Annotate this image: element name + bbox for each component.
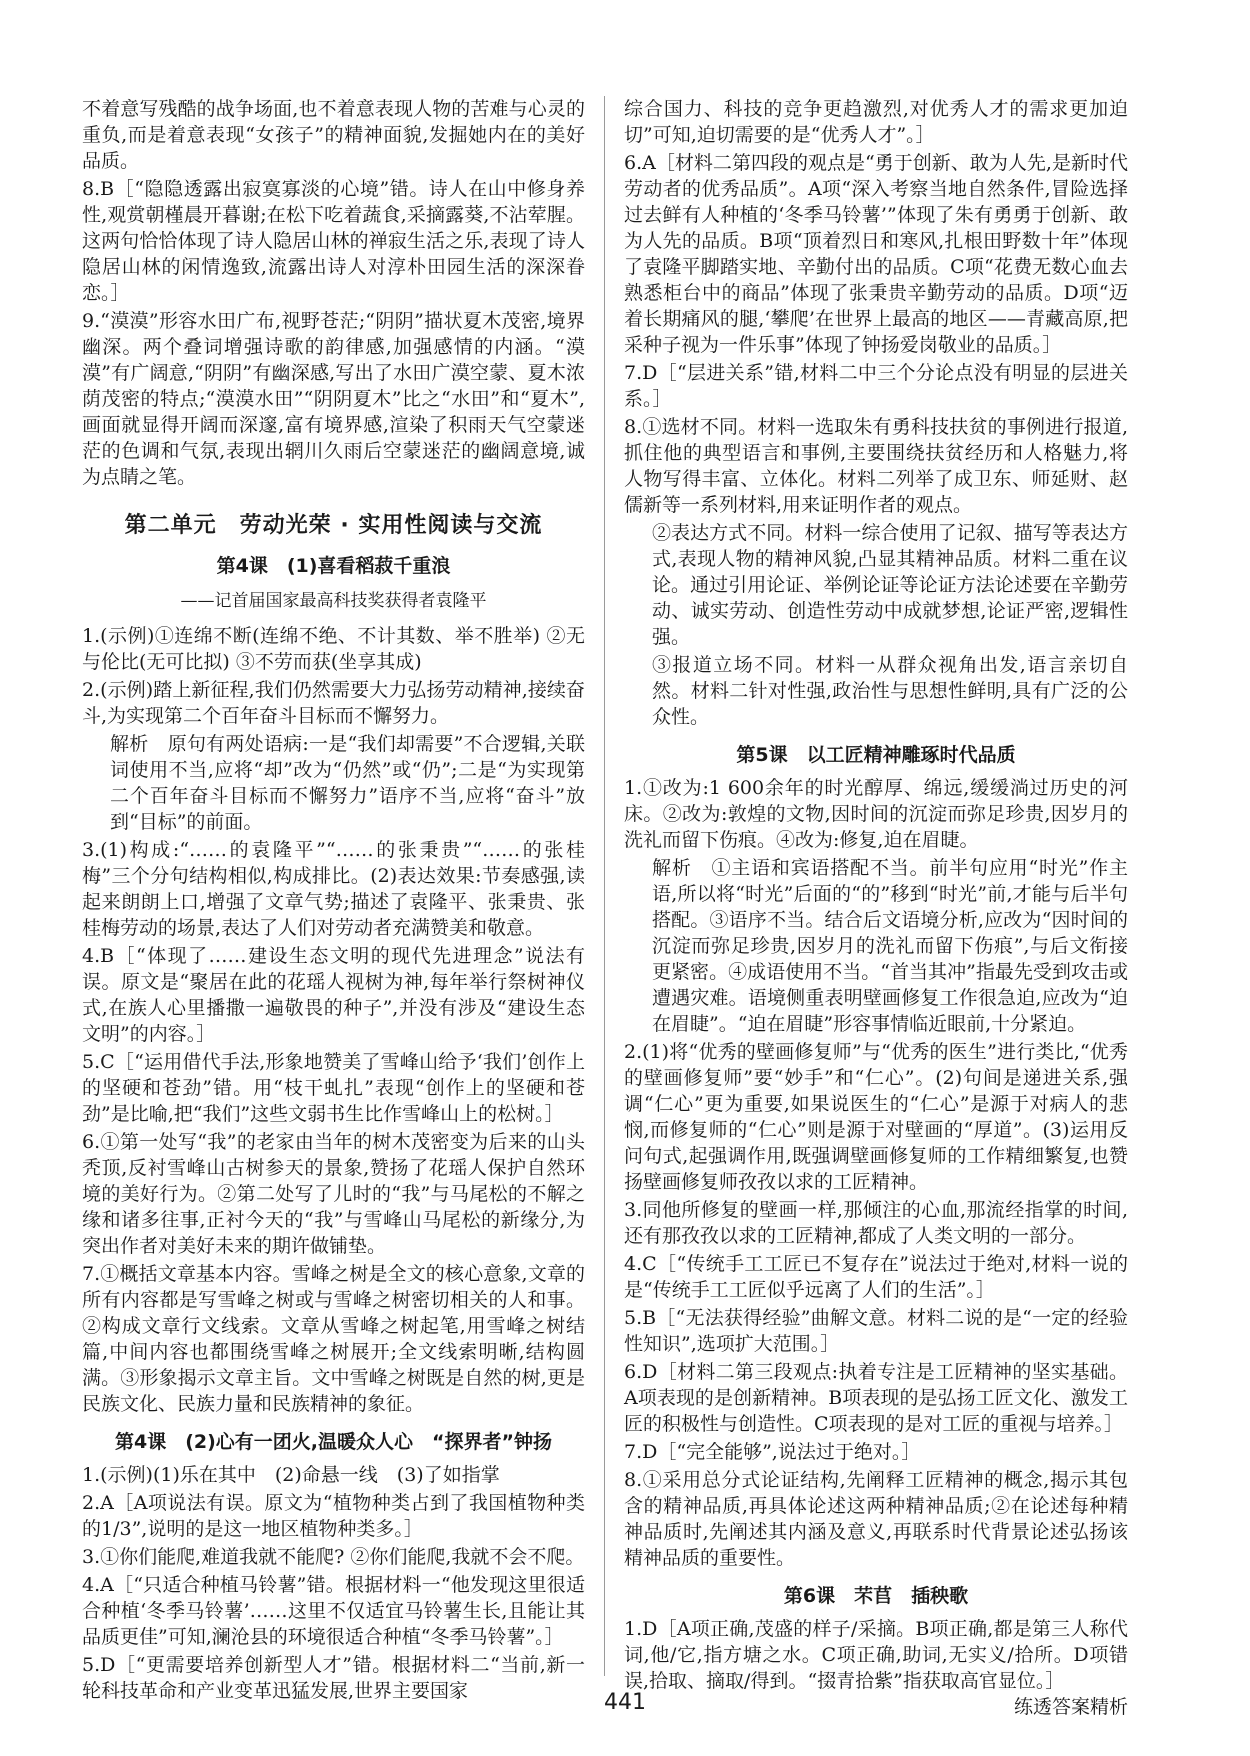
lesson-title: 第6课 芣苢 插秧歌 (783, 1585, 969, 1607)
answer-item: 3.同他所修复的壁画一样,那倾注的心血,那流经指掌的时间,还有那孜孜以求的工匠精神,都成了人类文明的一部分。 (624, 1199, 1128, 1247)
column-divider (604, 96, 605, 1676)
answer-item: ③报道立场不同。材料一从群众视角出发,语言亲切自然。材料二针对性强,政治性与思想性鲜明,具有广泛的公众性。 (652, 654, 1128, 728)
unit-title: 第二单元 劳动光荣 · 实用性阅读与交流 (124, 513, 543, 538)
text-block: 不着意写残酷的战争场面,也不着意表现人物的苦难与心灵的重负,而是着意表现“女孩子”的精神面貌,发掘她内在的美好品质。 (82, 98, 585, 172)
answer-item: 5.B［“无法获得经验”曲解文意。材料二说的是“一定的经验性知识”,选项扩大范围。］ (624, 1307, 1128, 1355)
answer-item: 6.D［材料二第三段观点:执着专注是工匠精神的坚实基础。A项表现的是创新精神。B项表现的是弘扬工匠文化、激发工匠的积极性与创造性。C项表现的是对工匠的重视与培养。］ (624, 1361, 1128, 1435)
lesson-title: 第4课 (2)心有一团火,温暖众人心 “探界者”钟扬 (114, 1431, 552, 1453)
answer-item: 7.①概括文章基本内容。雪峰之树是全文的核心意象,文章的所有内容都是写雪峰之树或与雪峰之树密切相关的人和事。②构成文章行文线索。文章从雪峰之树起笔,用雪峰之树结篇,中间内容也都围绕雪峰之树展开;全文线索明晰,结构圆满。③形象揭示文章主旨。文中雪峰之树既是自然的树,更是民族文化、民族力量和民族精神的象征。 (82, 1263, 585, 1415)
answer-item: 6.A［材料二第四段的观点是“勇于创新、敢为人先,是新时代劳动者的优秀品质”。A项“深入考察当地自然条件,冒险选择过去鲜有人种植的‘冬季马铃薯’”体现了朱有勇勇于创新、敢为人先的品质。B项“顶着烈日和寒风,扎根田野数十年”体现了袁隆平脚踏实地、辛勤付出的品质。C项“花费无数心血去熟悉柜台中的商品”体现了张秉贵辛勤劳动的品质。D项“迈着长期痛风的腿,‘攀爬’在世界上最高的地区——青藏高原,把采种子视为一件乐事”体现了钟扬爱岗敬业的品质。］ (624, 152, 1128, 356)
lesson-title: 第5课 以工匠精神雕琢时代品质 (736, 744, 1016, 766)
answer-item: 2.(1)将“优秀的壁画修复师”与“优秀的医生”进行类比,“优秀的壁画修复师”要“妙手”和“仁心”。(2)句间是递进关系,强调“仁心”更为重要,如果说医生的“仁心”是源于对病人的悲悯,而修复师的“仁心”则是源于对壁画的“厚道”。(3)运用反问句式,起强调作用,既强调壁画修复师的工作精细繁复,也赞扬壁画修复师孜孜以求的工匠精神。 (624, 1041, 1128, 1193)
lesson-subtitle: ——记首届国家最高科技奖获得者袁隆平 (180, 591, 487, 611)
analysis-block: 解析 ①主语和宾语搭配不当。前半句应用“时光”作主语,所以将“时光”后面的“的”移到“时光”前,才能与后半句搭配。③语序不当。结合后文语境分析,应改为“因时间的沉淀而弥足珍贵,因岁月的洗礼而留下伤痕”,与后文衔接更紧密。④成语使用不当。“首当其冲”指最先受到攻击或遭遇灾难。语境侧重表明壁画修复工作很急迫,应改为“迫在眉睫”。“迫在眉睫”形容事情临近眼前,十分紧迫。 (652, 857, 1128, 1035)
answer-item: 2.(示例)踏上新征程,我们仍然需要大力弘扬劳动精神,接续奋斗,为实现第二个百年奋斗目标而不懈努力。 (82, 679, 585, 727)
answer-item: 5.C［“运用借代手法,形象地赞美了雪峰山给予‘我们’创作上的坚硬和苍劲”错。用“枝干虬扎”表现“创作上的坚硬和苍劲”是比喻,把“我们”这些文弱书生比作雪峰山上的松树。］ (82, 1051, 585, 1125)
right-column (624, 96, 1128, 1696)
answer-item: 7.D［“层进关系”错,材料二中三个分论点没有明显的层进关系。］ (624, 362, 1128, 410)
answer-item: 4.A［“只适合种植马铃薯”错。根据材料一“他发现这里很适合种植‘冬季马铃薯’……这里不仅适宜马铃薯生长,且能让其品质更佳”可知,澜沧县的环境很适合种植“冬季马铃薯”。］ (82, 1574, 585, 1648)
answer-item: 8.B［“隐隐透露出寂寞寡淡的心境”错。诗人在山中修身养性,观赏朝槿晨开暮谢;在松下吃着蔬食,采摘露葵,不沾荤腥。这两句恰恰体现了诗人隐居山林的禅寂生活之乐,表现了诗人隐居山林的闲情逸致,流露出诗人对淳朴田园生活的深深眷恋。］ (82, 178, 585, 304)
analysis-block: 解析 原句有两处语病:一是“我们却需要”不合逻辑,关联词使用不当,应将“却”改为“仍然”或“仍”;二是“为实现第二个百年奋斗目标而不懈努力”语序不当,应将“奋斗”放到“目标”的前面。 (110, 733, 585, 833)
answer-item: 5.D［“更需要培养创新型人才”错。根据材料二“当前,新一轮科技革命和产业变革迅猛发展,世界主要国家 (82, 1654, 585, 1702)
text-block: 综合国力、科技的竞争更趋激烈,对优秀人才的需求更加迫切”可知,迫切需要的是“优秀人才”。］ (624, 98, 1128, 146)
footer-label: 练透答案精析 (1013, 1696, 1128, 1718)
answer-item: 1.(示例)(1)乐在其中 (2)命悬一线 (3)了如指掌 (82, 1464, 500, 1486)
answer-item: 9.“漠漠”形容水田广布,视野苍茫;“阴阴”描状夏木茂密,境界幽深。两个叠词增强诗歌的韵律感,加强感情的内涵。“漠漠”有广阔意,“阴阴”有幽深感,写出了水田广漠空蒙、夏木浓荫茂密的特点;“漠漠水田”“阴阴夏木”比之“水田”和“夏木”,画面就显得开阔而深邃,富有境界感,渲染了积雨天气空蒙迷茫的色调和气氛,表现出辋川久雨后空蒙迷茫的幽阔意境,诚为点睛之笔。 (82, 310, 585, 488)
answer-item: 2.A［A项说法有误。原文为“植物种类占到了我国植物种类的1/3”,说明的是这一地区植物种类多。］ (82, 1492, 585, 1540)
answer-item: 1.(示例)①连绵不断(连绵不绝、不计其数、举不胜举) ②无与伦比(无可比拟) ③不劳而获(坐享其成) (82, 625, 585, 673)
page-number: 441 (604, 1690, 646, 1715)
answer-item: 8.①选材不同。材料一选取朱有勇科技扶贫的事例进行报道,抓住他的典型语言和事例,主要围绕扶贫经历和人格魅力,将人物写得丰富、立体化。材料二列举了成卫东、师延财、赵儒新等一系列材料,用来证明作者的观点。 (624, 416, 1128, 516)
answer-item: 1.D［A项正确,茂盛的样子/采摘。B项正确,都是第三人称代词,他/它,指方塘之水。C项正确,助词,无实义/拾所。D项错误,拾取、摘取/得到。“掇青拾紫”指获取高官显位。］ (624, 1618, 1128, 1692)
answer-item: 3.①你们能爬,难道我就不能爬? ②你们能爬,我就不会不爬。 (82, 1546, 585, 1568)
answer-item: 1.①改为:1 600余年的时光醇厚、绵远,缓缓淌过历史的河床。②改为:敦煌的文物,因时间的沉淀而弥足珍贵,因岁月的洗礼而留下伤痕。④改为:修复,迫在眉睫。 (624, 777, 1128, 851)
answer-item: 6.①第一处写“我”的老家由当年的树木茂密变为后来的山头秃顶,反衬雪峰山古树参天的景象,赞扬了花瑶人保护自然环境的美好行为。②第二处写了儿时的“我”与马尾松的不解之缘和诸多往事,正衬今天的“我”与雪峰山马尾松的新缘分,为突出作者对美好未来的期许做铺垫。 (82, 1131, 585, 1257)
lesson-title: 第4课 (1)喜看稻菽千重浪 (216, 555, 451, 577)
answer-item: 4.B［“体现了……建设生态文明的现代先进理念”说法有误。原文是“聚居在此的花瑶人视树为神,每年举行祭树神仪式,在族人心里播撒一遍敬畏的种子”,并没有涉及“建设生态文明”的内容。］ (82, 945, 585, 1045)
answer-item: 3.(1)构成:“……的袁隆平”“……的张秉贵”“……的张桂梅”三个分句结构相似,构成排比。(2)表达效果:节奏感强,读起来朗朗上口,增强了文章气势;描述了袁隆平、张秉贵、张桂梅劳动的场景,表达了人们对劳动者充满赞美和敬意。 (82, 839, 585, 939)
left-column (82, 96, 585, 1706)
answer-item: 4.C［“传统手工工匠已不复存在”说法过于绝对,材料一说的是“传统手工工匠似乎远离了人们的生活”。］ (624, 1253, 1128, 1301)
answer-item: 8.①采用总分式论证结构,先阐释工匠精神的概念,揭示其包含的精神品质,再具体论述这两种精神品质;②在论述每种精神品质时,先阐述其内涵及意义,再联系时代背景论述弘扬该精神品质的重要性。 (624, 1469, 1128, 1569)
answer-item: ②表达方式不同。材料一综合使用了记叙、描写等表达方式,表现人物的精神风貌,凸显其精神品质。材料二重在议论。通过引用论证、举例论证等论证方法论述要在辛勤劳动、诚实劳动、创造性劳动中成就梦想,论证严密,逻辑性强。 (652, 522, 1128, 648)
answer-item: 7.D［“完全能够”,说法过于绝对。］ (624, 1441, 921, 1463)
